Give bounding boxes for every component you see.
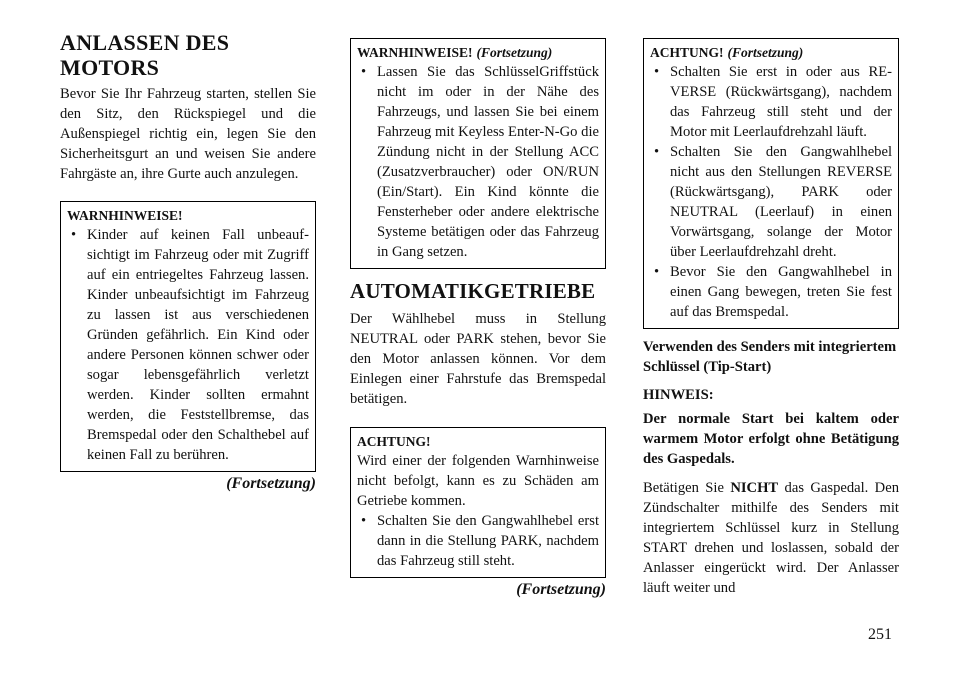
section-title-automatic: AUTOMATIKGETRIEBE <box>350 279 596 303</box>
caution-text: Wird einer der folgenden Warnhinweise nicht befolgt, kann es zu Schäden am Getriebe kommen. <box>357 453 599 509</box>
column-1 <box>60 30 316 494</box>
column-3 <box>643 38 899 598</box>
warning-cont-label: (Fortsetzung) <box>476 45 553 60</box>
body-pre: Betätigen Sie <box>643 480 724 496</box>
warning-box <box>60 201 316 472</box>
body-emphasis: NICHT <box>730 480 779 496</box>
caution-heading: ACHTUNG! <box>357 434 431 449</box>
caution-list <box>357 511 599 571</box>
caution-item: • Bevor Sie den Gangwahlhebel in einen Gang bewegen, treten Sie fest auf das Bremspedal. <box>650 262 892 322</box>
caution-item: • Schalten Sie den Gangwahlhebel nicht aus den Stellungen REVERSE (Rückwärtsgang), PARK oder NEUTRAL (Leerlauf) in einen Vorwärtsgang, solange der Motor über Leerlaufdrehzahl dreht. <box>650 142 892 262</box>
tip-start-paragraph <box>643 478 899 598</box>
title-line-1: ANLASSEN DES <box>60 30 230 55</box>
body-post: das Gaspedal. Den Zündschalter mithilfe des Senders mit integriertem Schlüssel kurz in Stellung START drehen und loslassen, sobald der Anlasser eingerückt wird. Der Anlasser läuft weiter und <box>643 480 899 596</box>
title-line-2: MOTORS <box>60 55 160 80</box>
warning-heading <box>357 44 599 62</box>
caution-item: • Schalten Sie erst in oder aus REVERSE (Rückwärtsgang), nachdem das Fahrzeug still steht und der Motor mit Leerlaufdrehzahl läuft. <box>650 62 892 142</box>
caution-box-continued <box>643 38 899 329</box>
automatic-paragraph: Der Wählhebel muss in Stellung NEUTRAL oder PARK stehen, bevor Sie den Motor anlassen können. Vor dem Einlegen einer Fahrstufe das Bremspedal betätigen. <box>350 311 606 407</box>
note-text: Der normale Start bei kaltem oder warmem Motor erfolgt ohne Betätigung des Gaspedals. <box>643 411 899 467</box>
caution-item: • Schalten Sie den Gangwahlhebel erst dann in die Stellung PARK, nachdem das Fahrzeug still steht. <box>357 511 599 571</box>
page-number: 251 <box>868 626 892 643</box>
section-title-engine-start <box>60 30 316 80</box>
warning-heading: WARNHINWEISE! <box>67 208 183 223</box>
continued-label: (Fortsetzung) <box>226 475 316 492</box>
continued-label: (Fortsetzung) <box>516 581 606 598</box>
column-2 <box>350 38 606 600</box>
caution-heading <box>650 44 892 62</box>
tip-start-heading: Verwenden des Senders mit integriertem Schlüssel (Tip-Start) <box>643 339 897 375</box>
note-heading: HINWEIS: <box>643 387 714 403</box>
caution-heading-text: ACHTUNG! <box>650 45 724 60</box>
warning-item: • Lassen Sie das SchlüsselGriffstück nicht im oder in der Nähe des Fahrzeugs, und lassen Sie bei einem Fahrzeug mit Keyless Enter-N-Go die Zündung nicht in der Stellung ACC (Zusatzverbraucher) oder ON/RUN (Ein/Start). Ein Kind könnte die Fensterheber oder andere elektrische Systeme betätigen oder das Fahrzeug in Gang setzen. <box>357 62 599 262</box>
warning-heading-text: WARNHINWEISE! <box>357 45 473 60</box>
caution-cont-label: (Fortsetzung) <box>727 45 804 60</box>
caution-box <box>350 427 606 578</box>
intro-paragraph: Bevor Sie Ihr Fahrzeug starten, stellen Sie den Sitz, den Rückspiegel und die Außenspiegel richtig ein, legen Sie den Sicherheitsgurt an und weisen Sie andere Fahrgäste an, ihre Gurte auch anzulegen. <box>60 86 316 182</box>
warning-box-continued <box>350 38 606 269</box>
caution-list <box>650 62 892 322</box>
warning-list <box>67 225 309 465</box>
warning-item: • Kinder auf keinen Fall unbeaufsichtigt im Fahrzeug oder mit Zugriff auf ein entriegeltes Fahrzeug lassen. Kinder unbeaufsichtigt im Fahrzeug zu lassen ist aus verschiedenen Gründen gefährlich. Ein Kind oder andere Personen können schwer oder sogar lebensgefährlich verletzt werden. Kinder sollten ermahnt werden, die Feststellbremse, das Bremspedal oder den Schalthebel auf keinen Fall zu berühren. <box>67 225 309 465</box>
warning-list <box>357 62 599 262</box>
